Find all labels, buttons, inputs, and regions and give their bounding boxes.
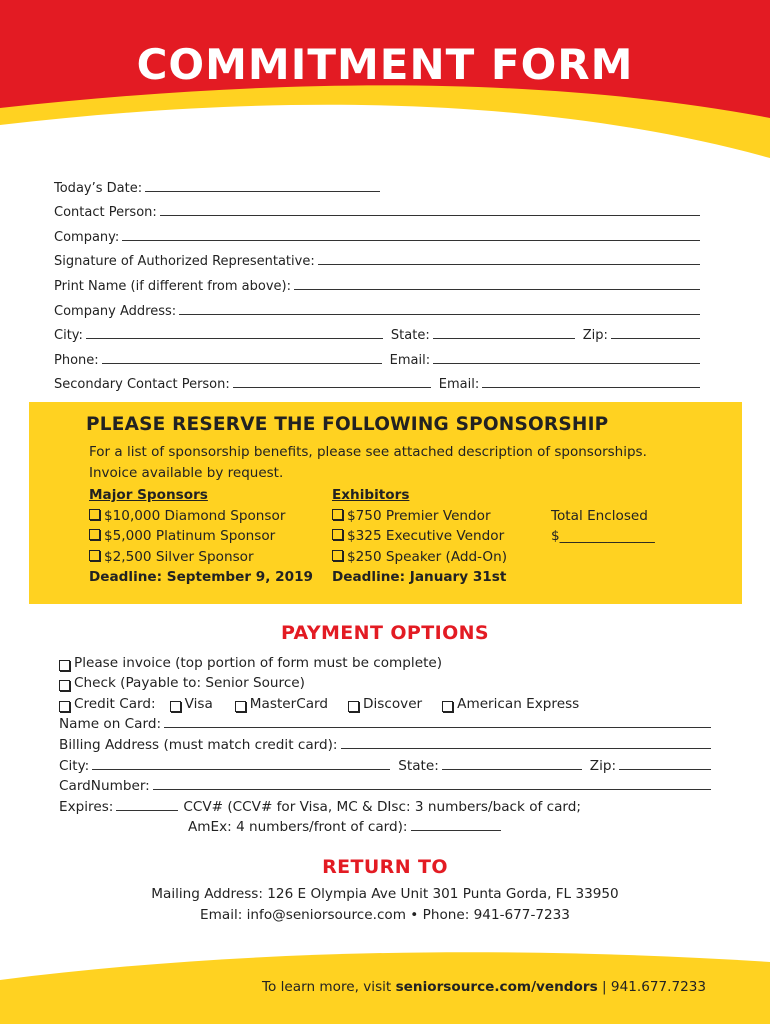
payment-zip-label: Zip:	[589, 757, 617, 774]
page-title: COMMITMENT FORM	[136, 40, 634, 89]
state-field[interactable]	[433, 325, 575, 339]
phone-field[interactable]	[102, 350, 382, 364]
signature-label: Signature of Authorized Representative:	[54, 254, 315, 270]
payment-city-label: City:	[59, 757, 90, 774]
payment-state-field[interactable]	[442, 757, 582, 770]
major-item[interactable]: $10,000 Diamond Sponsor	[89, 506, 313, 527]
major-sponsors-column	[89, 485, 313, 588]
print-name-field[interactable]	[294, 276, 700, 290]
major-deadline: Deadline: September 9, 2019	[89, 569, 313, 586]
todays-date-field[interactable]	[145, 178, 380, 192]
contact-fields	[54, 171, 700, 392]
total-enclosed-field[interactable]: $______________	[551, 528, 655, 545]
checkbox-icon[interactable]	[89, 529, 100, 540]
checkbox-icon[interactable]	[332, 509, 343, 520]
return-contact: Email: info@seniorsource.com • Phone: 941-677-7233	[200, 907, 570, 923]
exhibitors-deadline: Deadline: January 31st	[332, 569, 507, 586]
zip-field[interactable]	[611, 325, 700, 339]
sponsorship-intro-2: Invoice available by request.	[89, 465, 284, 481]
card-number-field[interactable]	[153, 777, 711, 790]
mailing-address: Mailing Address: 126 E Olympia Ave Unit 301 Punta Gorda, FL 33950	[151, 886, 619, 902]
email-label: Email:	[389, 352, 431, 368]
secondary-contact-field[interactable]	[233, 374, 431, 388]
city-label: City:	[54, 328, 83, 344]
ccv-label: CCV# (CCV# for Visa, MC & DIsc: 3 numbers/back of card;	[183, 798, 581, 815]
ccv-field[interactable]	[411, 818, 501, 831]
payment-state-label: State:	[398, 757, 439, 774]
state-label: State:	[390, 328, 430, 344]
checkbox-icon[interactable]	[59, 660, 70, 671]
expires-label: Expires:	[59, 798, 114, 815]
major-item[interactable]: $2,500 Silver Sponsor	[89, 547, 313, 568]
footer-link[interactable]: seniorsource.com/vendors	[395, 979, 598, 995]
major-item[interactable]: $5,000 Platinum Sponsor	[89, 526, 313, 547]
phone-label: Phone:	[54, 352, 99, 368]
sponsorship-intro-1: For a list of sponsorship benefits, please see attached description of sponsorships.	[89, 444, 647, 460]
secondary-email-label: Email:	[438, 377, 480, 393]
exhibitors-column	[332, 485, 507, 588]
checkbox-icon[interactable]	[170, 701, 181, 712]
secondary-email-field[interactable]	[482, 374, 700, 388]
exhibitor-item[interactable]: $250 Speaker (Add-On)	[332, 547, 507, 568]
billing-address-label: Billing Address (must match credit card):	[59, 736, 338, 753]
ccv-label-2: AmEx: 4 numbers/front of card):	[188, 819, 408, 836]
mastercard-option: MasterCard	[249, 695, 329, 712]
footer-separator: |	[597, 979, 611, 995]
payment-options-title: PAYMENT OPTIONS	[280, 622, 490, 644]
checkbox-icon[interactable]	[332, 550, 343, 561]
amex-option: American Express	[457, 695, 580, 712]
print-name-label: Print Name (if different from above):	[54, 278, 291, 294]
billing-address-field[interactable]	[341, 736, 711, 749]
return-to-title: RETURN TO	[322, 856, 448, 878]
expires-field[interactable]	[116, 798, 178, 811]
payment-section	[59, 650, 711, 835]
exhibitor-item[interactable]: $750 Premier Vendor	[332, 506, 507, 527]
footer-text	[262, 979, 706, 995]
secondary-contact-label: Secondary Contact Person:	[54, 377, 230, 393]
please-invoice-option: Please invoice (top portion of form must be complete)	[74, 654, 443, 671]
checkbox-icon[interactable]	[59, 680, 70, 691]
checkbox-icon[interactable]	[235, 701, 246, 712]
company-label: Company:	[54, 229, 120, 245]
todays-date-label: Today’s Date:	[54, 180, 143, 196]
total-enclosed-label: Total Enclosed	[551, 507, 648, 524]
discover-option: Discover	[363, 695, 423, 712]
check-option: Check (Payable to: Senior Source)	[74, 675, 305, 692]
total-column	[551, 506, 655, 547]
credit-card-option: Credit Card:	[74, 695, 156, 712]
major-sponsors-heading: Major Sponsors	[89, 487, 208, 503]
payment-zip-field[interactable]	[619, 757, 711, 770]
visa-option: Visa	[184, 695, 213, 712]
zip-label: Zip:	[582, 328, 608, 344]
footer-phone: 941.677.7233	[610, 979, 707, 995]
contact-person-field[interactable]	[160, 202, 700, 216]
exhibitor-item[interactable]: $325 Executive Vendor	[332, 526, 507, 547]
name-on-card-field[interactable]	[164, 715, 711, 728]
checkbox-icon[interactable]	[59, 701, 70, 712]
company-address-label: Company Address:	[54, 303, 177, 319]
footer-prefix: To learn more, visit	[262, 979, 396, 995]
checkbox-icon[interactable]	[442, 701, 453, 712]
checkbox-icon[interactable]	[89, 550, 100, 561]
city-field[interactable]	[86, 325, 383, 339]
name-on-card-label: Name on Card:	[59, 716, 162, 733]
email-field[interactable]	[433, 350, 700, 364]
sponsorship-title: PLEASE RESERVE THE FOLLOWING SPONSORSHIP	[86, 414, 609, 435]
signature-field[interactable]	[318, 251, 700, 265]
checkbox-icon[interactable]	[89, 509, 100, 520]
exhibitors-heading: Exhibitors	[332, 487, 410, 503]
checkbox-icon[interactable]	[332, 529, 343, 540]
checkbox-icon[interactable]	[348, 701, 359, 712]
company-field[interactable]	[122, 227, 700, 241]
payment-city-field[interactable]	[92, 757, 390, 770]
company-address-field[interactable]	[179, 301, 700, 315]
card-number-label: CardNumber:	[59, 778, 150, 795]
contact-person-label: Contact Person:	[54, 205, 157, 221]
